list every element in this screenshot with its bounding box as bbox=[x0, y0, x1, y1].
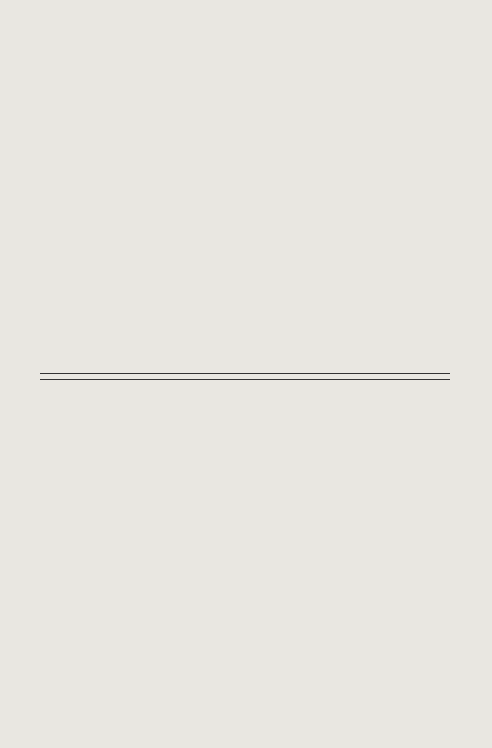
section-divider-rule bbox=[40, 373, 450, 374]
section-divider-rule-second bbox=[40, 379, 450, 380]
